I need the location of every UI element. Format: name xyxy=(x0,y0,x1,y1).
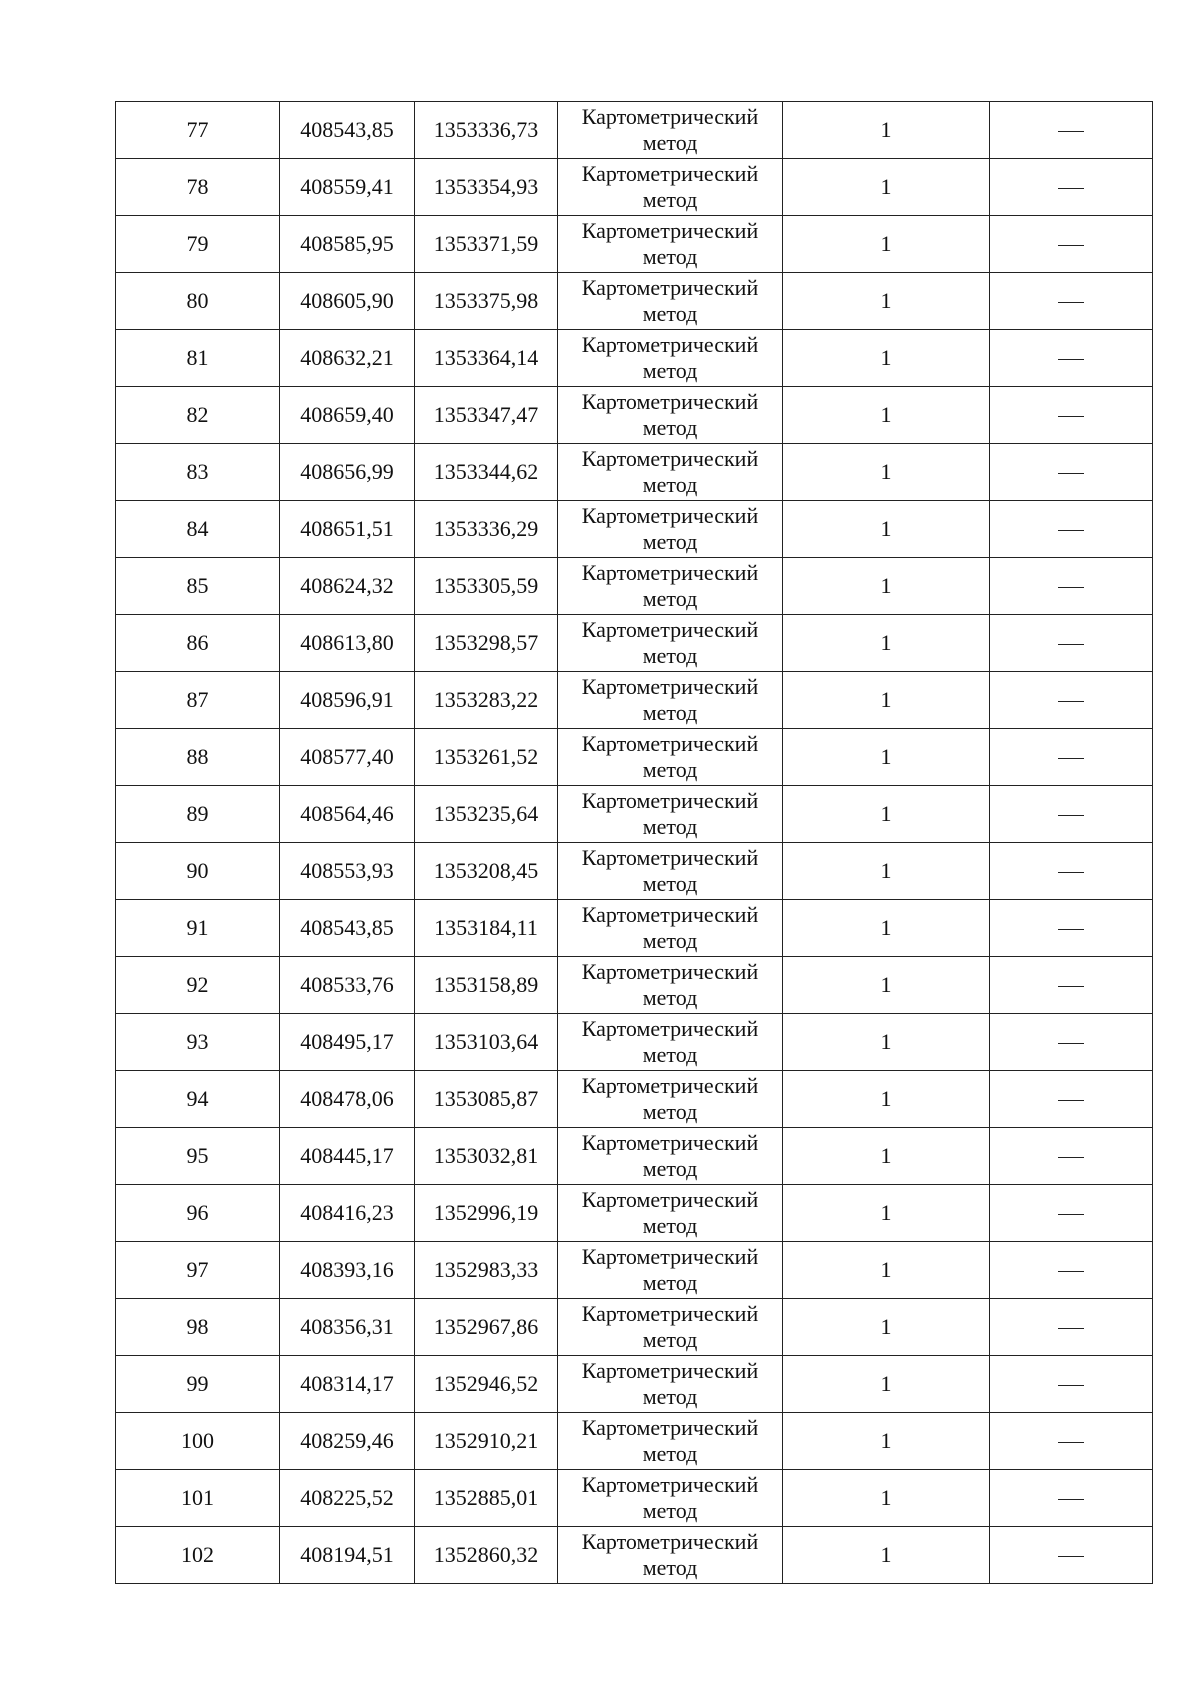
table-row xyxy=(116,1128,1153,1185)
y-coordinate-cell: 1352996,19 xyxy=(415,1185,558,1242)
method-line-1: Картометрический xyxy=(581,389,759,414)
method-line-1: Картометрический xyxy=(581,1073,759,1098)
point-number-cell: 81 xyxy=(116,330,280,387)
method-cell xyxy=(558,501,783,558)
method-line-2: метод xyxy=(642,415,698,440)
accuracy-cell: 1 xyxy=(783,1356,990,1413)
accuracy-cell: 1 xyxy=(783,786,990,843)
accuracy-cell: 1 xyxy=(783,1527,990,1584)
x-coordinate-cell: 408495,17 xyxy=(280,1014,415,1071)
extra-cell xyxy=(990,1014,1153,1071)
table-row xyxy=(116,672,1153,729)
extra-cell xyxy=(990,729,1153,786)
x-coordinate-cell: 408585,95 xyxy=(280,216,415,273)
method-line-1: Картометрический xyxy=(581,1472,759,1497)
method-line-1: Картометрический xyxy=(581,1244,759,1269)
method-line-2: метод xyxy=(642,1555,698,1580)
y-coordinate-cell: 1352983,33 xyxy=(415,1242,558,1299)
method-line-2: метод xyxy=(642,1099,698,1124)
x-coordinate-cell: 408259,46 xyxy=(280,1413,415,1470)
point-number-cell: 101 xyxy=(116,1470,280,1527)
extra-cell xyxy=(990,1413,1153,1470)
point-number-cell: 93 xyxy=(116,1014,280,1071)
table-row xyxy=(116,615,1153,672)
em-dash xyxy=(1058,1271,1084,1272)
em-dash xyxy=(1058,1043,1084,1044)
method-line-1: Картометрический xyxy=(581,104,759,129)
table-row xyxy=(116,387,1153,444)
em-dash xyxy=(1058,1556,1084,1557)
method-line-1: Картометрический xyxy=(581,617,759,642)
em-dash xyxy=(1058,1157,1084,1158)
em-dash xyxy=(1058,587,1084,588)
table-row xyxy=(116,1356,1153,1413)
method-cell xyxy=(558,216,783,273)
method-line-1: Картометрический xyxy=(581,503,759,528)
accuracy-cell: 1 xyxy=(783,729,990,786)
point-number-cell: 88 xyxy=(116,729,280,786)
em-dash xyxy=(1058,473,1084,474)
em-dash xyxy=(1058,872,1084,873)
x-coordinate-cell: 408553,93 xyxy=(280,843,415,900)
y-coordinate-cell: 1353375,98 xyxy=(415,273,558,330)
point-number-cell: 90 xyxy=(116,843,280,900)
method-line-1: Картометрический xyxy=(581,560,759,585)
method-line-1: Картометрический xyxy=(581,1415,759,1440)
method-cell xyxy=(558,1242,783,1299)
method-cell xyxy=(558,387,783,444)
table-row xyxy=(116,1413,1153,1470)
extra-cell xyxy=(990,216,1153,273)
x-coordinate-cell: 408543,85 xyxy=(280,900,415,957)
method-cell xyxy=(558,330,783,387)
accuracy-cell: 1 xyxy=(783,273,990,330)
point-number-cell: 100 xyxy=(116,1413,280,1470)
method-line-2: метод xyxy=(642,757,698,782)
method-cell xyxy=(558,159,783,216)
accuracy-cell: 1 xyxy=(783,615,990,672)
em-dash xyxy=(1058,1442,1084,1443)
method-line-2: метод xyxy=(642,700,698,725)
coordinates-table-body xyxy=(116,102,1153,1584)
x-coordinate-cell: 408577,40 xyxy=(280,729,415,786)
point-number-cell: 80 xyxy=(116,273,280,330)
method-line-1: Картометрический xyxy=(581,959,759,984)
method-line-2: метод xyxy=(642,1327,698,1352)
method-cell xyxy=(558,1356,783,1413)
table-row xyxy=(116,1470,1153,1527)
point-number-cell: 77 xyxy=(116,102,280,159)
table-row xyxy=(116,1014,1153,1071)
method-line-2: метод xyxy=(642,472,698,497)
method-cell xyxy=(558,1185,783,1242)
method-cell xyxy=(558,102,783,159)
point-number-cell: 94 xyxy=(116,1071,280,1128)
y-coordinate-cell: 1353336,73 xyxy=(415,102,558,159)
accuracy-cell: 1 xyxy=(783,1413,990,1470)
extra-cell xyxy=(990,102,1153,159)
extra-cell xyxy=(990,1527,1153,1584)
point-number-cell: 91 xyxy=(116,900,280,957)
accuracy-cell: 1 xyxy=(783,1014,990,1071)
method-line-2: метод xyxy=(642,1441,698,1466)
point-number-cell: 86 xyxy=(116,615,280,672)
x-coordinate-cell: 408543,85 xyxy=(280,102,415,159)
y-coordinate-cell: 1353305,59 xyxy=(415,558,558,615)
y-coordinate-cell: 1353336,29 xyxy=(415,501,558,558)
extra-cell xyxy=(990,843,1153,900)
accuracy-cell: 1 xyxy=(783,1128,990,1185)
em-dash xyxy=(1058,359,1084,360)
point-number-cell: 87 xyxy=(116,672,280,729)
method-line-2: метод xyxy=(642,244,698,269)
extra-cell xyxy=(990,900,1153,957)
method-line-1: Картометрический xyxy=(581,1358,759,1383)
method-cell xyxy=(558,1071,783,1128)
em-dash xyxy=(1058,929,1084,930)
point-number-cell: 79 xyxy=(116,216,280,273)
point-number-cell: 83 xyxy=(116,444,280,501)
method-line-2: метод xyxy=(642,130,698,155)
table-row xyxy=(116,1299,1153,1356)
y-coordinate-cell: 1353085,87 xyxy=(415,1071,558,1128)
em-dash xyxy=(1058,1385,1084,1386)
method-line-2: метод xyxy=(642,928,698,953)
table-row xyxy=(116,1071,1153,1128)
method-line-2: метод xyxy=(642,985,698,1010)
method-line-1: Картометрический xyxy=(581,731,759,756)
table-row xyxy=(116,501,1153,558)
method-line-2: метод xyxy=(642,1384,698,1409)
x-coordinate-cell: 408613,80 xyxy=(280,615,415,672)
x-coordinate-cell: 408659,40 xyxy=(280,387,415,444)
em-dash xyxy=(1058,1100,1084,1101)
y-coordinate-cell: 1353371,59 xyxy=(415,216,558,273)
method-cell xyxy=(558,1128,783,1185)
accuracy-cell: 1 xyxy=(783,159,990,216)
x-coordinate-cell: 408596,91 xyxy=(280,672,415,729)
method-cell xyxy=(558,1413,783,1470)
method-line-2: метод xyxy=(642,1042,698,1067)
table-row xyxy=(116,159,1153,216)
method-cell xyxy=(558,1527,783,1584)
extra-cell xyxy=(990,159,1153,216)
method-line-2: метод xyxy=(642,643,698,668)
method-cell xyxy=(558,1470,783,1527)
point-number-cell: 99 xyxy=(116,1356,280,1413)
accuracy-cell: 1 xyxy=(783,102,990,159)
method-line-1: Картометрический xyxy=(581,902,759,927)
em-dash xyxy=(1058,302,1084,303)
y-coordinate-cell: 1352910,21 xyxy=(415,1413,558,1470)
accuracy-cell: 1 xyxy=(783,558,990,615)
accuracy-cell: 1 xyxy=(783,501,990,558)
table-row xyxy=(116,729,1153,786)
method-line-2: метод xyxy=(642,814,698,839)
accuracy-cell: 1 xyxy=(783,1299,990,1356)
em-dash xyxy=(1058,1214,1084,1215)
method-line-2: метод xyxy=(642,358,698,383)
table-row xyxy=(116,843,1153,900)
method-line-1: Картометрический xyxy=(581,674,759,699)
extra-cell xyxy=(990,672,1153,729)
accuracy-cell: 1 xyxy=(783,330,990,387)
method-cell xyxy=(558,843,783,900)
extra-cell xyxy=(990,558,1153,615)
extra-cell xyxy=(990,1356,1153,1413)
y-coordinate-cell: 1353364,14 xyxy=(415,330,558,387)
em-dash xyxy=(1058,131,1084,132)
extra-cell xyxy=(990,1128,1153,1185)
x-coordinate-cell: 408416,23 xyxy=(280,1185,415,1242)
extra-cell xyxy=(990,501,1153,558)
y-coordinate-cell: 1353158,89 xyxy=(415,957,558,1014)
x-coordinate-cell: 408651,51 xyxy=(280,501,415,558)
y-coordinate-cell: 1353347,47 xyxy=(415,387,558,444)
method-line-2: метод xyxy=(642,187,698,212)
em-dash xyxy=(1058,644,1084,645)
x-coordinate-cell: 408632,21 xyxy=(280,330,415,387)
extra-cell xyxy=(990,1071,1153,1128)
method-line-2: метод xyxy=(642,871,698,896)
em-dash xyxy=(1058,188,1084,189)
y-coordinate-cell: 1352967,86 xyxy=(415,1299,558,1356)
accuracy-cell: 1 xyxy=(783,387,990,444)
accuracy-cell: 1 xyxy=(783,216,990,273)
em-dash xyxy=(1058,815,1084,816)
table-row xyxy=(116,102,1153,159)
x-coordinate-cell: 408314,17 xyxy=(280,1356,415,1413)
x-coordinate-cell: 408194,51 xyxy=(280,1527,415,1584)
accuracy-cell: 1 xyxy=(783,1185,990,1242)
point-number-cell: 82 xyxy=(116,387,280,444)
method-cell xyxy=(558,672,783,729)
em-dash xyxy=(1058,758,1084,759)
method-cell xyxy=(558,786,783,843)
coordinates-table xyxy=(115,101,1153,1584)
method-line-1: Картометрический xyxy=(581,275,759,300)
method-line-1: Картометрический xyxy=(581,845,759,870)
method-cell xyxy=(558,558,783,615)
method-cell xyxy=(558,957,783,1014)
extra-cell xyxy=(990,444,1153,501)
em-dash xyxy=(1058,1328,1084,1329)
method-line-2: метод xyxy=(642,586,698,611)
x-coordinate-cell: 408559,41 xyxy=(280,159,415,216)
point-number-cell: 97 xyxy=(116,1242,280,1299)
table-row xyxy=(116,558,1153,615)
method-line-2: метод xyxy=(642,1498,698,1523)
y-coordinate-cell: 1353344,62 xyxy=(415,444,558,501)
method-line-1: Картометрический xyxy=(581,218,759,243)
em-dash xyxy=(1058,986,1084,987)
method-cell xyxy=(558,615,783,672)
extra-cell xyxy=(990,786,1153,843)
y-coordinate-cell: 1353354,93 xyxy=(415,159,558,216)
y-coordinate-cell: 1352946,52 xyxy=(415,1356,558,1413)
method-cell xyxy=(558,1299,783,1356)
method-cell xyxy=(558,729,783,786)
y-coordinate-cell: 1353298,57 xyxy=(415,615,558,672)
table-row xyxy=(116,273,1153,330)
x-coordinate-cell: 408656,99 xyxy=(280,444,415,501)
y-coordinate-cell: 1353261,52 xyxy=(415,729,558,786)
method-line-1: Картометрический xyxy=(581,1130,759,1155)
table-row xyxy=(116,1185,1153,1242)
method-line-1: Картометрический xyxy=(581,161,759,186)
x-coordinate-cell: 408624,32 xyxy=(280,558,415,615)
y-coordinate-cell: 1353283,22 xyxy=(415,672,558,729)
method-line-1: Картометрический xyxy=(581,332,759,357)
table-row xyxy=(116,216,1153,273)
extra-cell xyxy=(990,1299,1153,1356)
method-line-1: Картометрический xyxy=(581,1187,759,1212)
x-coordinate-cell: 408533,76 xyxy=(280,957,415,1014)
y-coordinate-cell: 1353208,45 xyxy=(415,843,558,900)
point-number-cell: 102 xyxy=(116,1527,280,1584)
table-row xyxy=(116,330,1153,387)
extra-cell xyxy=(990,615,1153,672)
extra-cell xyxy=(990,957,1153,1014)
accuracy-cell: 1 xyxy=(783,843,990,900)
point-number-cell: 89 xyxy=(116,786,280,843)
extra-cell xyxy=(990,1185,1153,1242)
method-cell xyxy=(558,273,783,330)
x-coordinate-cell: 408225,52 xyxy=(280,1470,415,1527)
y-coordinate-cell: 1353184,11 xyxy=(415,900,558,957)
accuracy-cell: 1 xyxy=(783,1071,990,1128)
extra-cell xyxy=(990,330,1153,387)
table-row xyxy=(116,1242,1153,1299)
extra-cell xyxy=(990,1470,1153,1527)
y-coordinate-cell: 1353235,64 xyxy=(415,786,558,843)
y-coordinate-cell: 1352885,01 xyxy=(415,1470,558,1527)
accuracy-cell: 1 xyxy=(783,957,990,1014)
x-coordinate-cell: 408564,46 xyxy=(280,786,415,843)
method-line-2: метод xyxy=(642,1270,698,1295)
extra-cell xyxy=(990,387,1153,444)
y-coordinate-cell: 1353103,64 xyxy=(415,1014,558,1071)
table-row xyxy=(116,900,1153,957)
em-dash xyxy=(1058,701,1084,702)
method-cell xyxy=(558,444,783,501)
point-number-cell: 96 xyxy=(116,1185,280,1242)
y-coordinate-cell: 1352860,32 xyxy=(415,1527,558,1584)
x-coordinate-cell: 408356,31 xyxy=(280,1299,415,1356)
table-row xyxy=(116,786,1153,843)
x-coordinate-cell: 408445,17 xyxy=(280,1128,415,1185)
extra-cell xyxy=(990,1242,1153,1299)
x-coordinate-cell: 408605,90 xyxy=(280,273,415,330)
method-line-1: Картометрический xyxy=(581,788,759,813)
y-coordinate-cell: 1353032,81 xyxy=(415,1128,558,1185)
point-number-cell: 85 xyxy=(116,558,280,615)
em-dash xyxy=(1058,530,1084,531)
point-number-cell: 78 xyxy=(116,159,280,216)
point-number-cell: 98 xyxy=(116,1299,280,1356)
em-dash xyxy=(1058,1499,1084,1500)
accuracy-cell: 1 xyxy=(783,1242,990,1299)
method-line-1: Картометрический xyxy=(581,1529,759,1554)
point-number-cell: 92 xyxy=(116,957,280,1014)
point-number-cell: 95 xyxy=(116,1128,280,1185)
method-line-1: Картометрический xyxy=(581,1301,759,1326)
method-line-2: метод xyxy=(642,529,698,554)
accuracy-cell: 1 xyxy=(783,1470,990,1527)
accuracy-cell: 1 xyxy=(783,900,990,957)
method-line-2: метод xyxy=(642,301,698,326)
x-coordinate-cell: 408393,16 xyxy=(280,1242,415,1299)
table-row xyxy=(116,957,1153,1014)
method-line-1: Картометрический xyxy=(581,1016,759,1041)
extra-cell xyxy=(990,273,1153,330)
accuracy-cell: 1 xyxy=(783,444,990,501)
x-coordinate-cell: 408478,06 xyxy=(280,1071,415,1128)
point-number-cell: 84 xyxy=(116,501,280,558)
method-line-2: метод xyxy=(642,1213,698,1238)
em-dash xyxy=(1058,245,1084,246)
method-cell xyxy=(558,1014,783,1071)
method-line-2: метод xyxy=(642,1156,698,1181)
em-dash xyxy=(1058,416,1084,417)
accuracy-cell: 1 xyxy=(783,672,990,729)
method-line-1: Картометрический xyxy=(581,446,759,471)
method-cell xyxy=(558,900,783,957)
table-row xyxy=(116,444,1153,501)
table-row xyxy=(116,1527,1153,1584)
